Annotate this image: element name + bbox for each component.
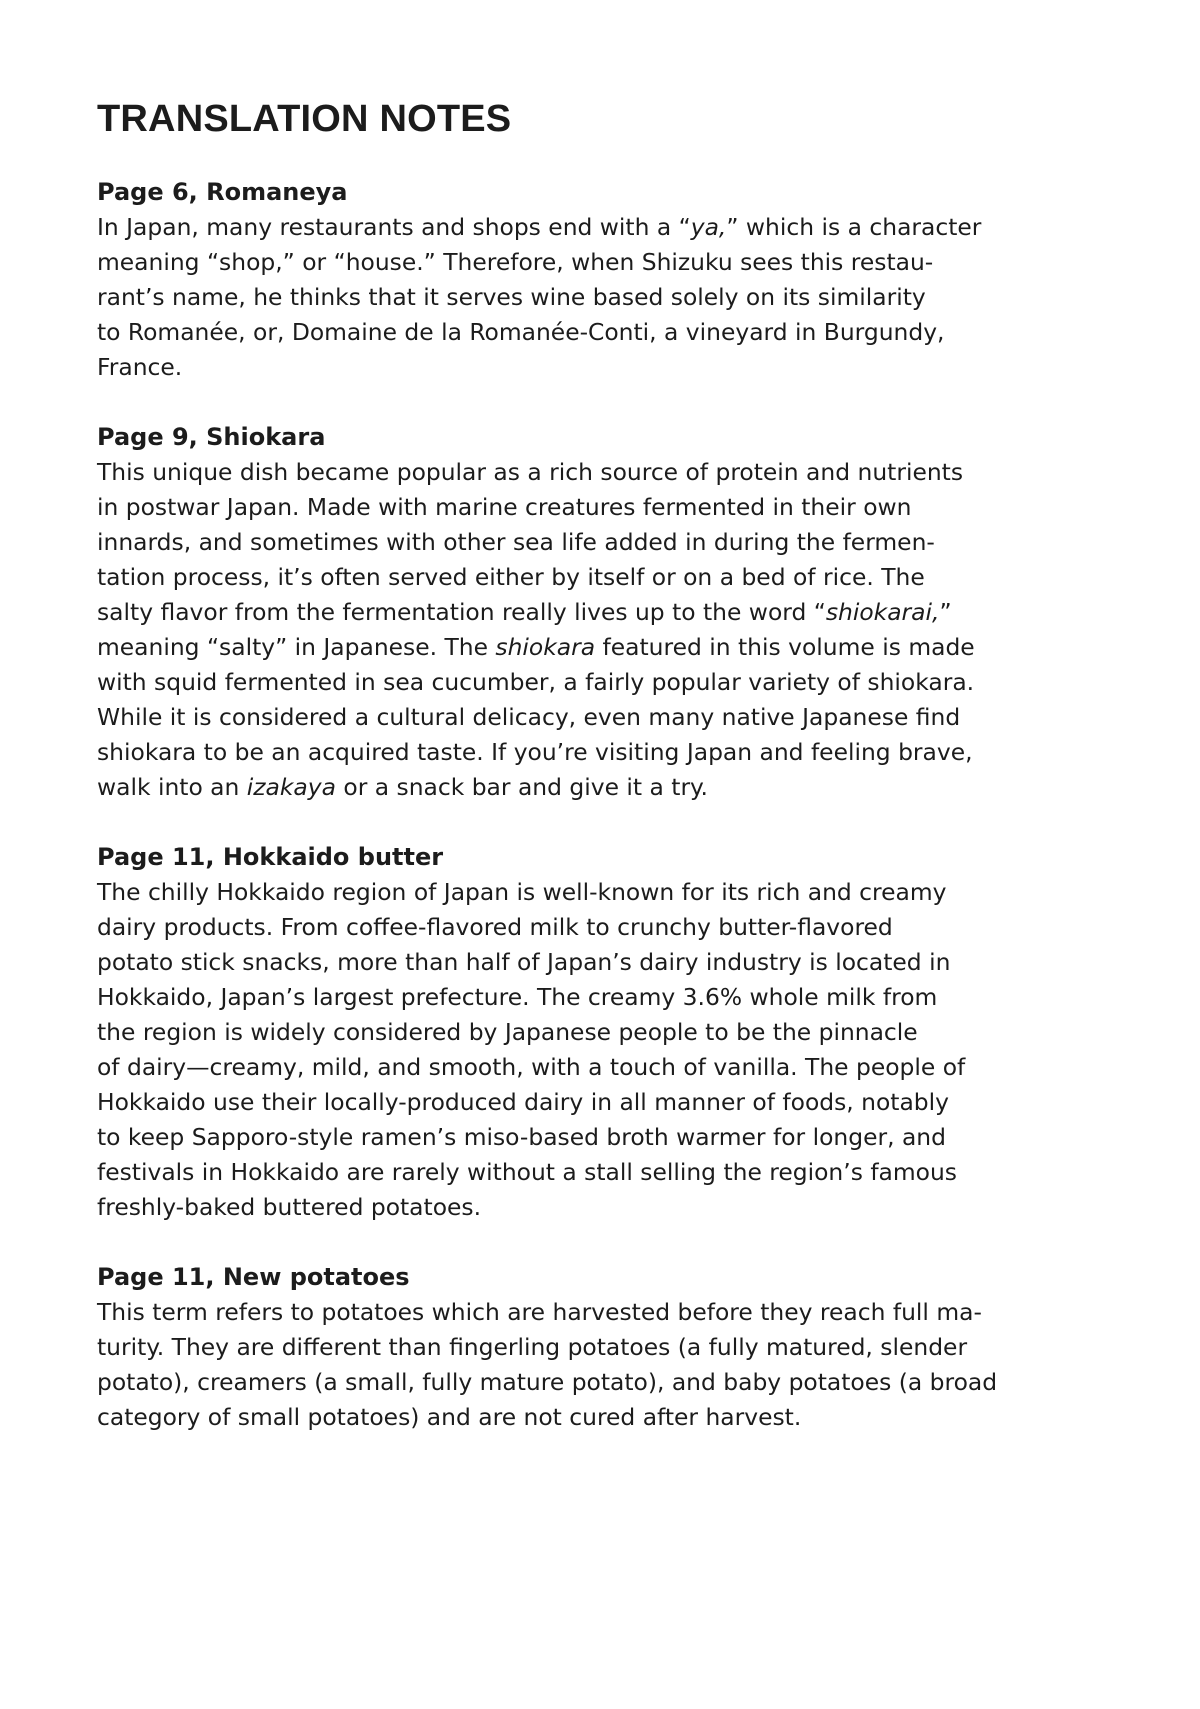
note-body-line xyxy=(97,245,1117,280)
note-body-line xyxy=(97,1330,1117,1365)
text-segment: to keep Sapporo-style ramen’s miso-based broth warmer for longer, and xyxy=(97,1123,946,1151)
note-body-line xyxy=(97,455,1117,490)
text-segment: While it is considered a cultural delicacy, even many native Japanese find xyxy=(97,703,961,731)
note-body-line xyxy=(97,1050,1117,1085)
note-body-line xyxy=(97,1120,1117,1155)
text-segment: category of small potatoes) and are not cured after harvest. xyxy=(97,1403,802,1431)
text-segment: turity. They are different than fingerling potatoes (a fully matured, slender xyxy=(97,1333,968,1361)
note-section xyxy=(97,420,1117,805)
text-segment: freshly-baked buttered potatoes. xyxy=(97,1193,482,1221)
note-heading: Page 11, New potatoes xyxy=(97,1263,410,1291)
text-segment: ” which is a character xyxy=(726,213,982,241)
text-segment: meaning “salty” in Japanese. The xyxy=(97,633,496,661)
text-segment: with squid fermented in sea cucumber, a fairly popular variety of shiokara. xyxy=(97,668,975,696)
note-body-line xyxy=(97,1155,1117,1190)
text-segment: The chilly Hokkaido region of Japan is well-known for its rich and creamy xyxy=(97,878,947,906)
note-body-line xyxy=(97,980,1117,1015)
translation-notes-page xyxy=(97,96,1117,1470)
text-segment: Hokkaido, Japan’s largest prefecture. The creamy 3.6% whole milk from xyxy=(97,983,938,1011)
note-section xyxy=(97,175,1117,385)
text-segment: ” xyxy=(939,598,952,626)
text-segment: rant’s name, he thinks that it serves wine based solely on its similarity xyxy=(97,283,926,311)
note-section xyxy=(97,840,1117,1225)
italic-term: izakaya xyxy=(246,773,336,801)
note-body-line xyxy=(97,595,1117,630)
notes-list xyxy=(97,175,1117,1435)
italic-term: shiokara xyxy=(495,633,596,661)
note-body-line xyxy=(97,210,1117,245)
note-heading: Page 6, Romaneya xyxy=(97,178,348,206)
text-segment: tation process, it’s often served either by itself or on a bed of rice. The xyxy=(97,563,925,591)
note-body-line xyxy=(97,735,1117,770)
text-segment: to Romanée, or, Domaine de la Romanée-Conti, a vineyard in Burgundy, xyxy=(97,318,945,346)
text-segment: dairy products. From coffee-flavored milk to crunchy butter-flavored xyxy=(97,913,893,941)
note-body-line xyxy=(97,630,1117,665)
text-segment: shiokara to be an acquired taste. If you’re visiting Japan and feeling brave, xyxy=(97,738,973,766)
text-segment: in postwar Japan. Made with marine creatures fermented in their own xyxy=(97,493,912,521)
text-segment: This term refers to potatoes which are harvested before they reach full ma- xyxy=(97,1298,982,1326)
note-body-line xyxy=(97,1190,1117,1225)
note-body-line xyxy=(97,315,1117,350)
note-body-line xyxy=(97,770,1117,805)
note-body-line xyxy=(97,700,1117,735)
text-segment: festivals in Hokkaido are rarely without a stall selling the region’s famous xyxy=(97,1158,957,1186)
text-segment: or a snack bar and give it a try. xyxy=(335,773,708,801)
note-body-line xyxy=(97,490,1117,525)
note-heading: Page 9, Shiokara xyxy=(97,423,326,451)
text-segment: the region is widely considered by Japanese people to be the pinnacle xyxy=(97,1018,918,1046)
note-body-line xyxy=(97,875,1117,910)
note-body-line xyxy=(97,280,1117,315)
text-segment: This unique dish became popular as a rich source of protein and nutrients xyxy=(97,458,964,486)
text-segment: potato stick snacks, more than half of Japan’s dairy industry is located in xyxy=(97,948,951,976)
note-body-line xyxy=(97,560,1117,595)
text-segment: Hokkaido use their locally-produced dairy in all manner of foods, notably xyxy=(97,1088,949,1116)
note-body-line xyxy=(97,1400,1117,1435)
text-segment: walk into an xyxy=(97,773,247,801)
note-body-line xyxy=(97,665,1117,700)
note-body-line xyxy=(97,1015,1117,1050)
note-body-line xyxy=(97,1085,1117,1120)
note-body-line xyxy=(97,525,1117,560)
note-body-line xyxy=(97,945,1117,980)
note-body-line xyxy=(97,1295,1117,1330)
text-segment: In Japan, many restaurants and shops end with a “ xyxy=(97,213,691,241)
italic-term: ya, xyxy=(690,213,727,241)
text-segment: meaning “shop,” or “house.” Therefore, when Shizuku sees this restau- xyxy=(97,248,934,276)
italic-term: shiokarai, xyxy=(825,598,940,626)
text-segment: of dairy—creamy, mild, and smooth, with a touch of vanilla. The people of xyxy=(97,1053,966,1081)
text-segment: France. xyxy=(97,353,183,381)
text-segment: featured in this volume is made xyxy=(595,633,975,661)
note-section xyxy=(97,1260,1117,1435)
note-body-line xyxy=(97,910,1117,945)
note-heading: Page 11, Hokkaido butter xyxy=(97,843,444,871)
text-segment: potato), creamers (a small, fully mature potato), and baby potatoes (a broad xyxy=(97,1368,998,1396)
text-segment: salty flavor from the fermentation really lives up to the word “ xyxy=(97,598,826,626)
note-body-line xyxy=(97,350,1117,385)
text-segment: innards, and sometimes with other sea life added in during the fermen- xyxy=(97,528,935,556)
page-title: TRANSLATION NOTES xyxy=(97,98,512,140)
note-body-line xyxy=(97,1365,1117,1400)
